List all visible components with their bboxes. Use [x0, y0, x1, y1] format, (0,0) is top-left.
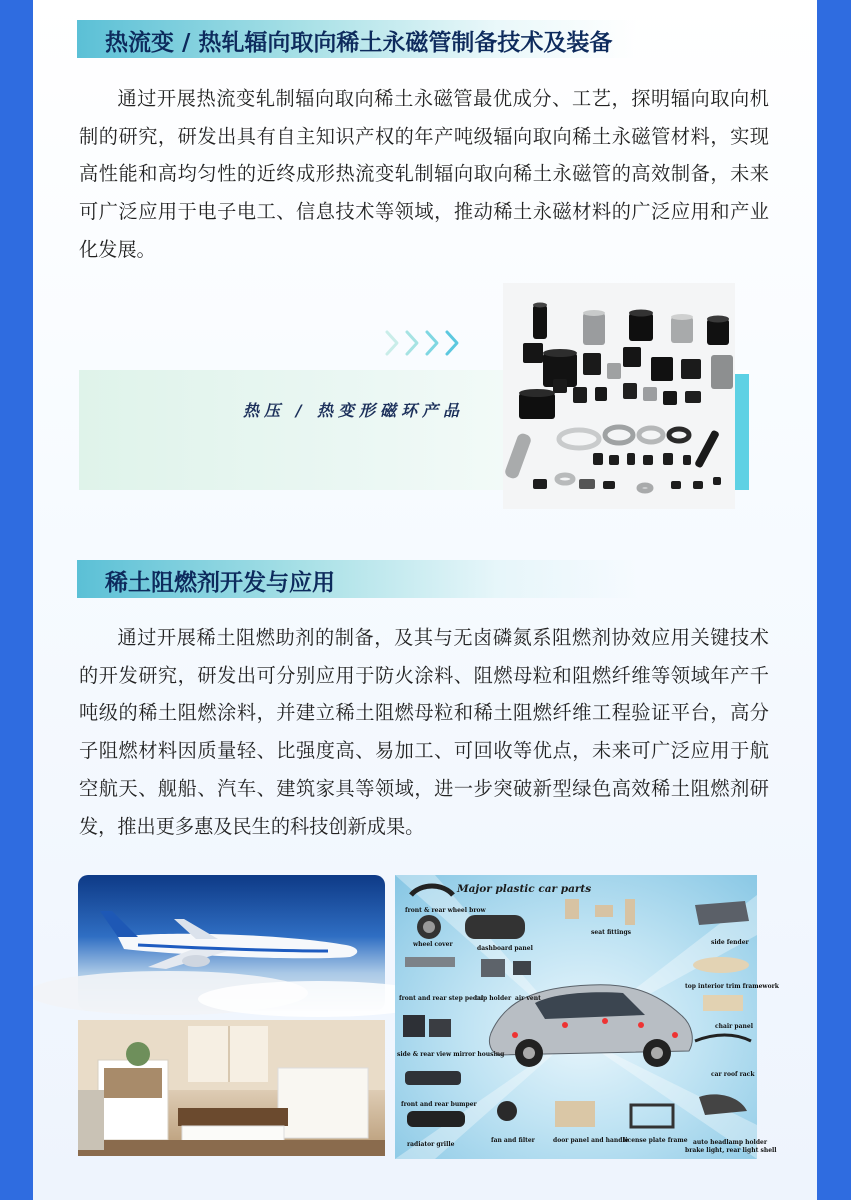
label-bumper: front and rear bumper — [401, 1101, 477, 1108]
label-cup-holder: cup holder — [475, 995, 512, 1002]
label-chair-panel: chair panel — [715, 1023, 753, 1030]
label-step-pedal: front and rear step pedal — [399, 995, 484, 1002]
photo-caption: 热压 / 热变形磁环产品 — [243, 401, 464, 420]
label-side-fender: side fender — [711, 939, 749, 946]
section2-paragraph — [79, 619, 769, 845]
right-border — [817, 0, 851, 1200]
airplane-photo — [78, 875, 385, 1011]
section2-title: 稀土阻燃剂开发与应用 — [105, 570, 335, 596]
label-wheel-brow: front & rear wheel brow — [405, 907, 486, 914]
section1-title: 热流变 / 热轧辐向取向稀土永磁管制备技术及装备 — [105, 30, 613, 56]
section2-text: 通过开展稀土阻燃助剂的制备，及其与无卤磷氮系阻燃剂协效应用关键技术的开发研究，研发出可分别应用于防火涂料、阻燃母粒和阻燃纤维等领域年产千吨级的稀土阻燃涂料，并建立稀土阻燃母粒和稀土阻燃纤维工程验证平台，高分子阻燃材料因质量轻、比强度高、易加工、可回收等优点，未来可广泛应用于航空航天、舰船、汽车、建筑家具等领域，进一步突破新型绿色高效稀土阻燃剂研发，推出更多惠及民生的科技创新成果。 — [79, 626, 769, 838]
label-mirror-housing: side & rear view mirror housing — [397, 1051, 505, 1058]
section1-paragraph — [79, 80, 769, 269]
section1-text: 通过开展热流变轧制辐向取向稀土永磁管最优成分、工艺，探明辐向取向机制的研究，研发出具有自主知识产权的年产吨级辐向取向稀土永磁管材料，实现高性能和高均匀性的近终成形热流变轧制辐向取向稀土永磁管的高效制备，未来可广泛应用于电子电工、信息技术等领域，推动稀土永磁材料的广泛应用和产业化发展。 — [79, 87, 769, 261]
page — [33, 0, 817, 1200]
left-border — [0, 0, 33, 1200]
label-top-trim: top interior trim framework — [685, 983, 779, 990]
label-wheel-cover: wheel cover — [413, 941, 453, 948]
label-dashboard: dashboard panel — [477, 945, 533, 952]
living-room-photo — [78, 1020, 385, 1156]
magnet-rings-photo — [503, 283, 735, 509]
car-figure-title: Major plastic car parts — [457, 883, 592, 895]
label-air-vent: air vent — [515, 995, 541, 1002]
section2-title-bar — [77, 560, 637, 598]
label-brake-light: brake light, rear light shell — [685, 1147, 777, 1154]
label-radiator: radiator grille — [407, 1141, 455, 1148]
car-parts-figure — [395, 875, 779, 1159]
label-license: license plate frame — [623, 1137, 688, 1144]
label-seat-fittings: seat fittings — [591, 929, 632, 936]
label-roof-rack: car roof rack — [711, 1071, 755, 1078]
label-fan-filter: fan and filter — [491, 1137, 535, 1144]
label-headlamp: auto headlamp holder — [693, 1139, 767, 1146]
chevrons-icon — [383, 328, 463, 358]
label-door-panel: door panel and handle — [553, 1137, 629, 1144]
section1-title-bar — [77, 20, 637, 58]
